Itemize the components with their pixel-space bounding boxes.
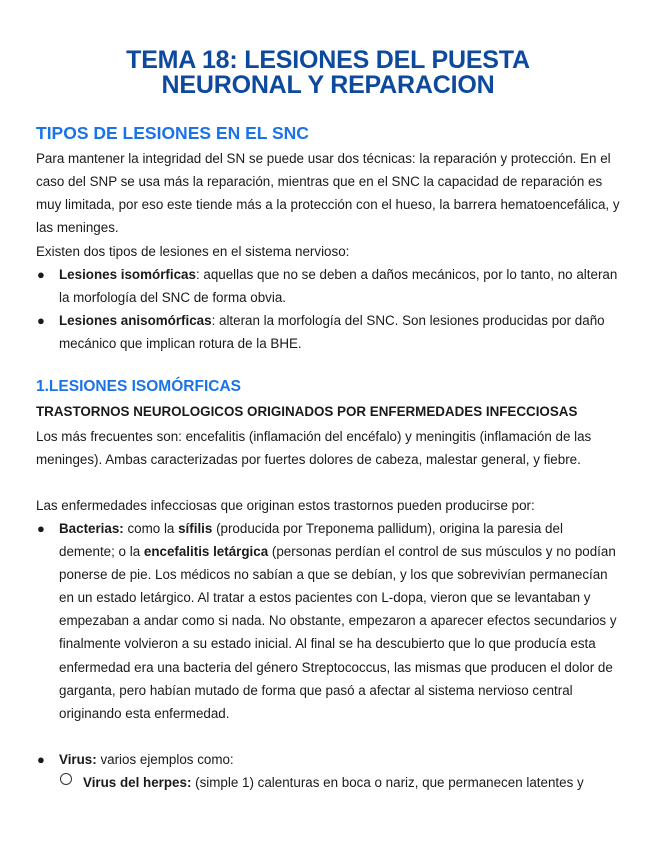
text-virus: varios ejemplos como: [96, 752, 234, 767]
list-item-isomorficas [59, 263, 619, 309]
bullet-icon: ● [37, 521, 45, 536]
page-title [0, 48, 656, 98]
title-line-2: NEURONAL Y REPARACION [161, 71, 495, 99]
term-encefalitis: encefalitis letárgica [143, 544, 269, 560]
paragraph-enfermedades: Las enfermedades infecciosas que originan estos trastornos pueden producirse por: [36, 498, 535, 513]
list-item-virus [59, 748, 619, 771]
list-subitem-herpes [83, 771, 623, 794]
intro-paragraph: Para mantener la integridad del SN se puede usar dos técnicas: la reparación y protección. En el caso del SNP se usa más la reparación, mientras que en el SNC la capacidad de reparación es muy limitada, por eso este tiende más a la protección con el hueso, la barrera hematoencefálica, y las meninges. [36, 151, 620, 236]
bacterias-text-3: (personas perdían el control de sus músculos y no podían ponerse de pie. Los médicos no sabían a que se debían, y los que sobrevivían permanecían en un estado letárgico. Al tratar a estos pacientes con L-dopa, vieron que se levantaban y empezaban a andar como si nada. No obstante, empezaron a aparecer efectos secundarios y finalmente volvieron a su estado inicial. Al final se ha descubierto que lo que producía esta enfermedad era una bacteria del género Streptococcus, las mismas que producen el dolor de garganta, pero habían mutado de forma que pasó a afectar al sistema nervioso central originando esta enfermedad. [59, 544, 617, 721]
bullet-icon: ● [37, 313, 45, 328]
bullet-icon: ● [37, 267, 45, 282]
section-heading-isomorficas: 1.LESIONES ISOMÓRFICAS [36, 378, 241, 395]
title-line-1: TEMA 18: LESIONES DEL PUESTA [126, 46, 530, 74]
term-anisomorficas: Lesiones anisomórficas [59, 313, 212, 328]
text-herpes: (simple 1) calenturas en boca o nariz, que permanecen latentes y [191, 775, 584, 790]
section-heading-tipos: TIPOS DE LESIONES EN EL SNC [36, 123, 309, 143]
paragraph-frecuentes: Los más frecuentes son: encefalitis (inflamación del encéfalo) y meningitis (inflamación de las meninges). Ambas caracterizadas por fuertes dolores de cabeza, malestar general, y fiebre. [36, 429, 592, 468]
term-virus: Virus: [59, 752, 97, 767]
subheading-trastornos: TRASTORNOS NEUROLOGICOS ORIGINADOS POR ENFERMEDADES INFECCIOSAS [36, 404, 578, 419]
text-anisomorficas: : alteran la morfología del SNC. Son lesiones producidas por daño mecánico que implican rotura de la BHE. [59, 313, 605, 352]
term-herpes: Virus del herpes: [83, 775, 192, 790]
bacterias-text-1: como la [123, 521, 179, 536]
term-sifilis: sífilis [178, 521, 213, 536]
term-isomorficas: Lesiones isomórficas [59, 267, 196, 282]
bullet-icon: ● [37, 752, 45, 767]
types-intro: Existen dos tipos de lesiones en el sistema nervioso: [36, 244, 350, 259]
bacterias-text-2: (producida por Treponema pallidum), origina la paresia del demente; o la [59, 521, 563, 560]
term-bacterias: Bacterias: [59, 521, 124, 536]
list-item-anisomorficas [59, 309, 619, 355]
list-item-bacterias [59, 517, 619, 725]
text-isomorficas: : aquellas que no se deben a daños mecánicos, por lo tanto, no alteran la morfología del SNC de forma obvia. [59, 267, 618, 306]
circle-bullet-icon [60, 773, 72, 785]
